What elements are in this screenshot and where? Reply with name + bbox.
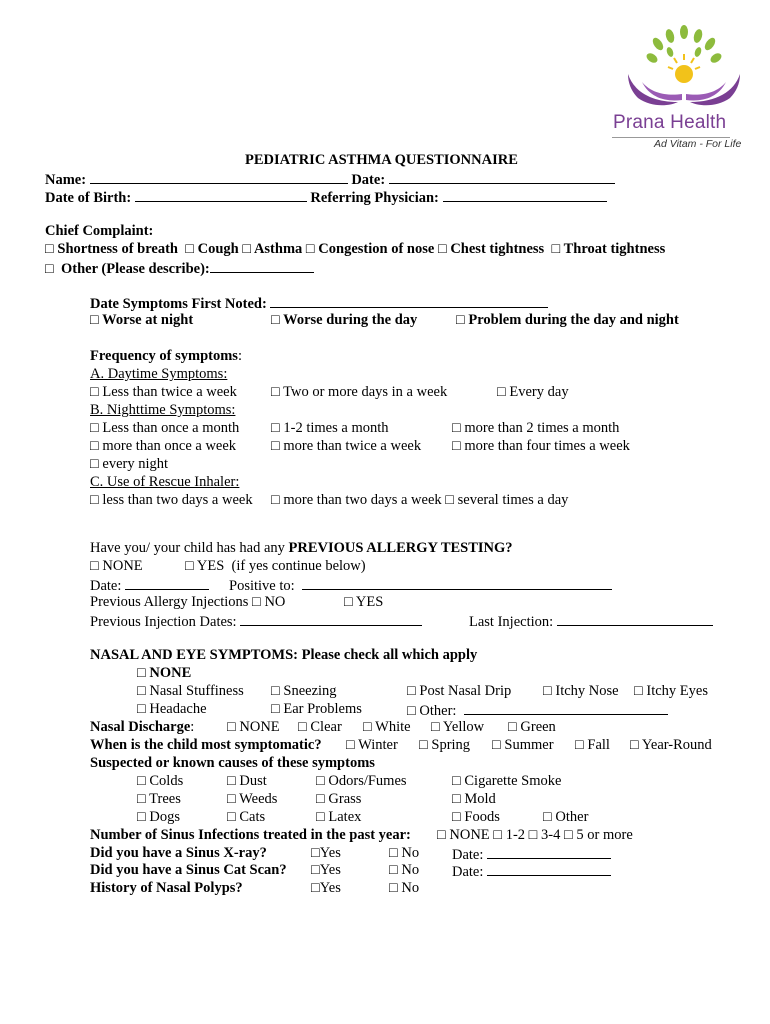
nasal-polyps-label: History of Nasal Polyps? — [90, 880, 243, 896]
option-label: 3-4 — [541, 827, 561, 843]
option-label: more than once a week — [102, 438, 237, 454]
checkbox[interactable]: □ — [137, 791, 146, 807]
cause-odors-option — [316, 773, 407, 790]
checkbox[interactable]: □ — [543, 683, 552, 699]
nighttime-option-5 — [271, 438, 421, 455]
checkbox[interactable]: □ — [452, 438, 461, 454]
causes-label: Suspected or known causes of these symptoms — [90, 755, 375, 771]
option-label: Fall — [587, 737, 610, 753]
checkbox[interactable]: □ — [271, 420, 280, 436]
option-label: Spring — [431, 737, 471, 753]
injections-label: Previous Allergy Injections — [90, 594, 249, 610]
cause-latex-option — [316, 809, 361, 826]
checkbox[interactable]: □ — [137, 683, 146, 699]
season-year-round-option — [630, 737, 712, 754]
last-injection-row — [469, 612, 713, 631]
cause-smoke-option — [452, 773, 561, 790]
checkbox[interactable]: □ — [227, 809, 236, 825]
sinus-xray-label: Did you have a Sinus X-ray? — [90, 845, 267, 861]
option-label: NONE — [449, 827, 490, 843]
option-label: Cats — [239, 809, 266, 825]
option-label: 1-2 times a month — [283, 420, 389, 436]
checkbox[interactable]: □ — [227, 719, 236, 735]
allergy-date-row — [90, 576, 209, 595]
discharge-white-option — [363, 719, 411, 736]
date-label: Date: — [90, 578, 122, 594]
checkbox[interactable]: □ — [419, 737, 428, 753]
date-label: Date: — [452, 864, 484, 880]
option-label: more than two days a week — [283, 492, 442, 508]
name-label: Name: — [45, 172, 87, 188]
nighttime-option-2 — [271, 420, 389, 437]
inhaler-label: C. Use of Rescue Inhaler: — [90, 474, 240, 490]
option-label: White — [375, 719, 411, 735]
option-label: less than two days a week — [102, 492, 253, 508]
name-field[interactable] — [90, 170, 348, 184]
sneezing-option — [271, 683, 337, 700]
option-label: Problem during the day and night — [468, 312, 679, 328]
question-bold: PREVIOUS ALLERGY TESTING? — [288, 540, 513, 556]
checkbox[interactable]: □ — [305, 241, 315, 257]
option-label: NONE — [239, 719, 280, 735]
nasal-discharge-label — [90, 719, 194, 736]
option-label: Sneezing — [283, 683, 337, 699]
checkbox[interactable]: □ — [298, 719, 307, 735]
checkbox[interactable]: □ — [630, 737, 639, 753]
inhaler-option-2 — [271, 492, 568, 509]
cat-scan-date-field[interactable] — [487, 862, 611, 876]
checkbox[interactable]: □ — [407, 703, 416, 719]
cause-colds-option — [137, 773, 183, 790]
option-label: Two or more days in a week — [283, 384, 448, 400]
checkbox[interactable]: □ — [452, 809, 461, 825]
dob-physician-row — [45, 188, 607, 207]
option-label: NO — [264, 594, 286, 610]
checkbox[interactable]: □ — [543, 809, 552, 825]
option-throat-tightness: Throat tightness — [563, 241, 666, 257]
symptoms-noted-field[interactable] — [270, 294, 548, 308]
allergy-testing-question — [90, 540, 513, 557]
checkbox[interactable]: □ — [407, 683, 416, 699]
checkbox[interactable]: □ — [137, 773, 146, 789]
polyps-no-option — [389, 880, 419, 897]
checkbox[interactable]: □ — [437, 827, 446, 843]
checkbox[interactable]: □ — [564, 827, 573, 843]
option-label: Colds — [149, 773, 184, 789]
discharge-label: Nasal Discharge — [90, 719, 191, 735]
brand-tagline: Ad Vitam - For Life — [654, 138, 742, 150]
option-congestion: Congestion of nose — [318, 241, 435, 257]
date-label: Date: — [351, 172, 386, 188]
daytime-option-1 — [90, 384, 237, 401]
option-label: No — [401, 845, 420, 861]
chief-complaint-other-row — [45, 259, 314, 278]
checkbox[interactable]: □ — [271, 438, 280, 454]
daytime-label: A. Daytime Symptoms: — [90, 366, 228, 382]
checkbox[interactable]: □ — [271, 312, 280, 328]
daytime-option-2 — [271, 384, 447, 401]
question-prefix: Have you/ your child has had any — [90, 540, 289, 556]
checkbox[interactable]: □ — [437, 241, 447, 257]
headache-option — [137, 701, 207, 718]
checkbox[interactable]: □ — [389, 880, 398, 896]
checkbox[interactable]: □ — [90, 420, 99, 436]
injections-yes-option — [344, 594, 383, 611]
option-label: Yes — [319, 845, 341, 861]
sinus-infections-label: Number of Sinus Infections treated in the past year: — [90, 827, 411, 843]
nasal-eye-heading: NASAL AND EYE SYMPTOMS: Please check all which apply — [90, 647, 478, 663]
checkbox[interactable]: □ — [90, 438, 99, 454]
nighttime-option-7 — [90, 456, 168, 473]
checkbox[interactable]: □ — [431, 719, 440, 735]
checkbox[interactable]: □ — [363, 719, 372, 735]
ear-problems-option — [271, 701, 362, 718]
option-label: 5 or more — [576, 827, 633, 843]
option-chest-tightness: Chest tightness — [450, 241, 545, 257]
option-label: Yellow — [442, 719, 485, 735]
discharge-yellow-option — [431, 719, 484, 736]
cause-cats-option — [227, 809, 265, 826]
brand-name: Prana Health — [613, 112, 727, 133]
option-label: No — [401, 880, 420, 896]
option-label: several times a day — [457, 492, 569, 508]
checkbox[interactable]: □ — [90, 384, 99, 400]
cause-dust-option — [227, 773, 267, 790]
checkbox[interactable]: □ — [346, 737, 355, 753]
option-label: Foods — [464, 809, 500, 825]
most-symptomatic-label: When is the child most symptomatic? — [90, 737, 322, 753]
option-label: Other: — [419, 703, 457, 719]
nasal-stuffiness-option — [137, 683, 244, 700]
symptoms-noted-row — [90, 294, 548, 313]
checkbox[interactable]: □ — [634, 683, 643, 699]
xray-date-field[interactable] — [487, 845, 611, 859]
checkbox[interactable]: □ — [551, 241, 561, 257]
discharge-none-option — [227, 719, 280, 736]
option-label: Clear — [310, 719, 342, 735]
checkbox[interactable]: □ — [45, 261, 54, 277]
discharge-clear-option — [298, 719, 342, 736]
season-winter-option — [346, 737, 398, 754]
option-label: Grass — [328, 791, 362, 807]
xray-yes-option — [311, 845, 341, 862]
option-label: Mold — [464, 791, 496, 807]
option-label: more than four times a week — [464, 438, 630, 454]
option-label: Less than once a month — [102, 420, 240, 436]
cause-trees-option — [137, 791, 181, 808]
option-label: Trees — [149, 791, 181, 807]
nighttime-option-1 — [90, 420, 239, 437]
nasal-other-field[interactable] — [464, 701, 668, 715]
itchy-nose-option — [543, 683, 619, 700]
checkbox[interactable]: □ — [137, 665, 146, 681]
option-label: Yes — [319, 862, 341, 878]
option-label: 1-2 — [505, 827, 526, 843]
allergy-none-option — [90, 558, 143, 575]
checkbox[interactable]: □ — [316, 773, 325, 789]
checkbox[interactable]: □ — [185, 241, 194, 257]
checkbox[interactable]: □ — [316, 809, 325, 825]
checkbox[interactable]: □ — [252, 594, 261, 610]
page-title: PEDIATRIC ASTHMA QUESTIONNAIRE — [245, 152, 518, 168]
checkbox[interactable]: □ — [90, 492, 99, 508]
nighttime-option-6 — [452, 438, 630, 455]
injection-dates-label: Previous Injection Dates: — [90, 614, 237, 630]
checkbox[interactable]: □ — [185, 558, 194, 574]
sinus-cat-scan-label: Did you have a Sinus Cat Scan? — [90, 862, 287, 878]
cat-scan-date-row — [452, 862, 611, 881]
option-label: Worse at night — [102, 312, 194, 328]
cat-scan-no-option — [389, 862, 419, 879]
checkbox[interactable]: □ — [389, 862, 398, 878]
checkbox[interactable]: □ — [528, 827, 538, 843]
checkbox[interactable]: □ — [242, 241, 252, 257]
option-label: Itchy Eyes — [646, 683, 708, 699]
option-label: Other — [555, 809, 589, 825]
nighttime-option-3 — [452, 420, 619, 437]
cause-weeds-option — [227, 791, 277, 808]
option-label: Every day — [509, 384, 569, 400]
season-spring-option — [419, 737, 470, 754]
injection-dates-row — [90, 612, 422, 631]
allergy-yes-option — [185, 558, 366, 575]
nasal-none-option — [137, 665, 191, 682]
checkbox[interactable]: □ — [575, 737, 584, 753]
checkbox[interactable]: □ — [137, 701, 146, 717]
option-label: Green — [520, 719, 556, 735]
checkbox[interactable]: □ — [90, 312, 99, 328]
option-label: Summer — [504, 737, 554, 753]
checkbox[interactable]: □ — [452, 420, 461, 436]
option-label: Itchy Nose — [555, 683, 619, 699]
option-label: Worse during the day — [283, 312, 418, 328]
option-label: NONE — [149, 665, 192, 681]
option-label: Nasal Stuffiness — [149, 683, 244, 699]
option-label: Yes — [319, 880, 341, 896]
itchy-eyes-option — [634, 683, 708, 700]
option-label: No — [401, 862, 420, 878]
last-injection-label: Last Injection: — [469, 614, 554, 630]
positive-to-row — [229, 576, 612, 595]
cause-dogs-option — [137, 809, 180, 826]
checkbox[interactable]: □ — [227, 791, 236, 807]
polyps-yes-option — [311, 880, 341, 897]
worse-night-option — [90, 312, 193, 329]
checkbox[interactable]: □ — [452, 791, 461, 807]
dob-field[interactable] — [135, 188, 307, 202]
injection-dates-field[interactable] — [240, 612, 422, 626]
checkbox[interactable]: □ — [445, 492, 455, 508]
date-label: Date: — [452, 847, 484, 863]
discharge-colon: : — [190, 719, 195, 735]
physician-field[interactable] — [443, 188, 607, 202]
checkbox[interactable]: □ — [452, 773, 461, 789]
nasal-other-option — [407, 701, 668, 720]
checkbox[interactable]: □ — [344, 594, 353, 610]
option-label: Ear Problems — [283, 701, 362, 717]
checkbox[interactable]: □ — [271, 384, 280, 400]
checkbox[interactable]: □ — [311, 845, 320, 861]
checkbox[interactable]: □ — [456, 312, 465, 328]
physician-label: Referring Physician: — [310, 190, 439, 206]
nighttime-label: B. Nighttime Symptoms: — [90, 402, 236, 418]
option-label: Headache — [149, 701, 207, 717]
checkbox[interactable]: □ — [271, 492, 280, 508]
checkbox[interactable]: □ — [493, 827, 503, 843]
option-label: YES — [196, 558, 225, 574]
option-label: Latex — [328, 809, 362, 825]
season-summer-option — [492, 737, 554, 754]
option-shortness-of-breath: Shortness of breath — [57, 241, 178, 257]
checkbox[interactable]: □ — [311, 862, 320, 878]
season-fall-option — [575, 737, 610, 754]
post-nasal-drip-option — [407, 683, 511, 700]
checkbox[interactable]: □ — [90, 558, 99, 574]
daytime-option-3 — [497, 384, 569, 401]
positive-to-field[interactable] — [302, 576, 612, 590]
checkbox[interactable]: □ — [389, 845, 398, 861]
option-label: Odors/Fumes — [328, 773, 407, 789]
symptoms-noted-label: Date Symptoms First Noted: — [90, 296, 267, 312]
checkbox[interactable]: □ — [227, 773, 236, 789]
date-field[interactable] — [389, 170, 615, 184]
injections-row — [90, 594, 285, 611]
checkbox[interactable]: □ — [271, 701, 280, 717]
checkbox[interactable]: □ — [137, 809, 146, 825]
last-injection-field[interactable] — [557, 612, 713, 626]
chief-complaint-options — [45, 241, 665, 258]
cause-other-option — [543, 809, 588, 826]
yes-note: (if yes continue below) — [231, 558, 366, 574]
option-label: Dogs — [149, 809, 181, 825]
frequency-colon: : — [237, 348, 242, 364]
inhaler-option-1 — [90, 492, 253, 509]
discharge-green-option — [508, 719, 556, 736]
positive-label: Positive to: — [229, 578, 295, 594]
other-describe-label: Other (Please describe): — [61, 261, 210, 277]
option-cough: Cough — [197, 241, 239, 257]
checkbox[interactable]: □ — [497, 384, 506, 400]
cause-foods-option — [452, 809, 500, 826]
checkbox[interactable]: □ — [311, 880, 320, 896]
chief-complaint-label: Chief Complaint: — [45, 223, 154, 239]
cause-grass-option — [316, 791, 361, 808]
sinus-infection-options — [437, 827, 633, 844]
option-label: Weeds — [239, 791, 278, 807]
xray-no-option — [389, 845, 419, 862]
option-label: every night — [102, 456, 169, 472]
checkbox[interactable]: □ — [45, 241, 54, 257]
day-and-night-option — [456, 312, 679, 329]
checkbox[interactable]: □ — [508, 719, 517, 735]
option-label: NONE — [102, 558, 143, 574]
option-label: Post Nasal Drip — [419, 683, 512, 699]
nighttime-option-4 — [90, 438, 236, 455]
option-label: Less than twice a week — [102, 384, 237, 400]
option-label: Winter — [358, 737, 398, 753]
checkbox[interactable]: □ — [90, 456, 99, 472]
cat-scan-yes-option — [311, 862, 341, 879]
worse-day-option — [271, 312, 417, 329]
name-date-row — [45, 170, 615, 189]
checkbox[interactable]: □ — [492, 737, 501, 753]
dob-label: Date of Birth: — [45, 190, 132, 206]
allergy-date-field[interactable] — [125, 576, 209, 590]
frequency-heading — [90, 348, 242, 365]
other-describe-field[interactable] — [210, 259, 314, 273]
option-label: more than 2 times a month — [464, 420, 620, 436]
cause-mold-option — [452, 791, 496, 808]
frequency-label: Frequency of symptoms — [90, 348, 238, 364]
option-label: Dust — [239, 773, 267, 789]
option-label: Year-Round — [641, 737, 712, 753]
option-label: YES — [355, 594, 384, 610]
option-label: Cigarette Smoke — [464, 773, 562, 789]
option-label: more than twice a week — [283, 438, 422, 454]
checkbox[interactable]: □ — [271, 683, 280, 699]
checkbox[interactable]: □ — [316, 791, 325, 807]
option-asthma: Asthma — [253, 241, 303, 257]
